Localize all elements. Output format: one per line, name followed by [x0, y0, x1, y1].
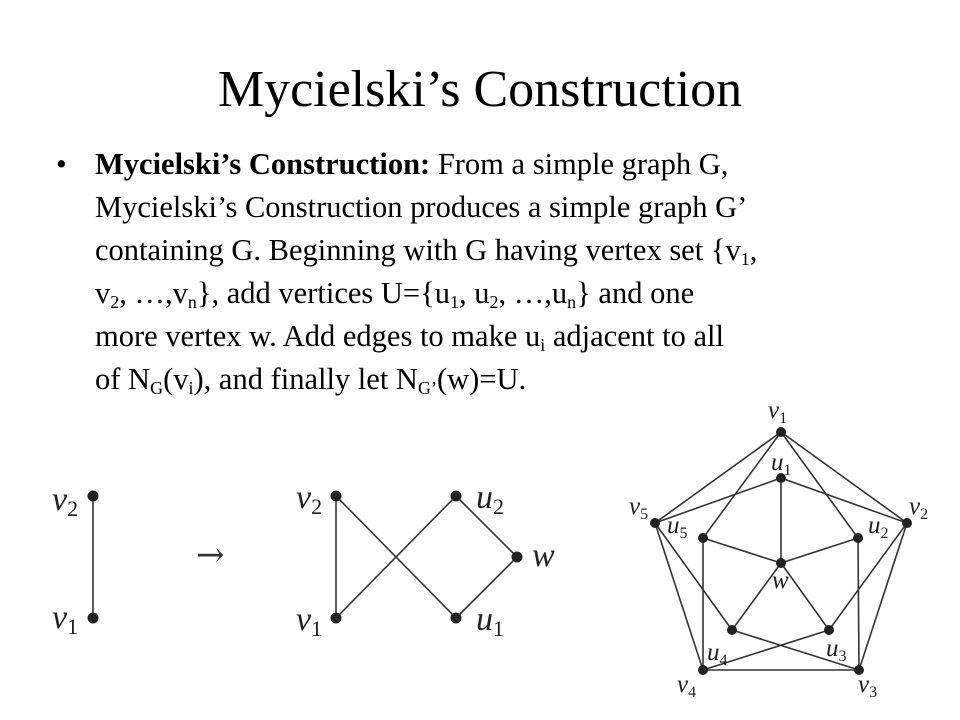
mid-label-v1: v1	[296, 601, 323, 641]
gr-edge-v5-v1	[655, 432, 781, 523]
bullet-line-4: $v_2$, $\dots,v_n$}, add vertices $U=\{u_1$, $u_2$, $\dots,u_n$} and one	[95, 276, 695, 312]
arrow-symbol: →	[196, 535, 225, 575]
slide-title: Mycielski’s Construction	[217, 61, 743, 118]
bullet-line-5: more vertex w. Add edges to make $u_i$ adjacent to all	[95, 319, 724, 355]
gr-label-v4: $v_4$	[677, 671, 697, 701]
gr-label-u5: $u_5$	[667, 512, 688, 542]
gr-label-u3: $u_3$	[826, 635, 847, 665]
gr-label-v5: $v_5$	[629, 493, 649, 523]
gr-label-v2: $v_2$	[909, 493, 929, 523]
gr-label-w: w	[772, 567, 789, 594]
gr-vertex-v5	[650, 518, 660, 528]
bullet-lead: Mycielski’s Construction:	[95, 147, 431, 181]
gr-edge-u3-v2	[829, 523, 907, 630]
gr-vertex-u3	[824, 625, 834, 635]
gr-vertex-u2	[853, 533, 863, 543]
gr-edge-u1-v2	[781, 478, 907, 523]
gr-edge-u2-v1	[781, 432, 858, 538]
mid-vertex-w	[512, 552, 523, 563]
mid-vertex-u2	[451, 491, 462, 502]
bullet-line-2: Mycielski’s Construction produces a simple graph G’	[95, 190, 748, 224]
mid-vertex-v2	[331, 491, 342, 502]
gr-vertex-u5	[698, 533, 708, 543]
gr-label-u2: $u_2$	[868, 512, 889, 542]
mid-vertex-u1	[451, 613, 462, 624]
gr-vertex-u4	[727, 625, 737, 635]
gr-label-u1: $u_1$	[771, 449, 792, 479]
mid-label-v2: v2	[296, 479, 323, 519]
mid-label-u2: u2	[476, 479, 504, 519]
gr-edge-v2-v3	[859, 523, 907, 670]
gr-edge-v4-v5	[655, 523, 703, 670]
bullet-line-6: of $N_G(v_i)$, and finally let $N_{G’}(w)=U$.	[95, 362, 527, 398]
bullet-marker: •	[56, 147, 67, 181]
gr-edge-u2-v3	[858, 538, 859, 670]
gr-vertex-v1	[776, 427, 786, 437]
gr-edge-u5-v1	[703, 432, 781, 538]
gr-edge-w-u2	[781, 538, 858, 563]
g-vertex-v1	[88, 613, 99, 624]
g-label-v1: v1	[52, 599, 79, 639]
gr-edge-v1-v2	[781, 432, 907, 523]
bullet-line-3: containing G. Beginning with G having vertex set {$v_1$,	[95, 233, 758, 269]
mid-vertex-v1	[331, 613, 342, 624]
gr-edge-u4-v5	[655, 523, 732, 630]
gr-edge-w-u5	[703, 538, 781, 563]
g-label-v2: v2	[52, 481, 79, 521]
bullet-line-1-text: From a simple graph G,	[437, 147, 729, 181]
gr-label-v3: $v_3$	[858, 671, 878, 701]
gr-vertex-v4	[698, 665, 708, 675]
g-vertex-v2	[88, 491, 99, 502]
gr-label-u4: $u_4$	[707, 639, 728, 669]
gr-label-v1: $v_1$	[768, 397, 788, 427]
mid-label-w: w	[532, 537, 555, 574]
mid-label-u1: u1	[476, 601, 504, 641]
